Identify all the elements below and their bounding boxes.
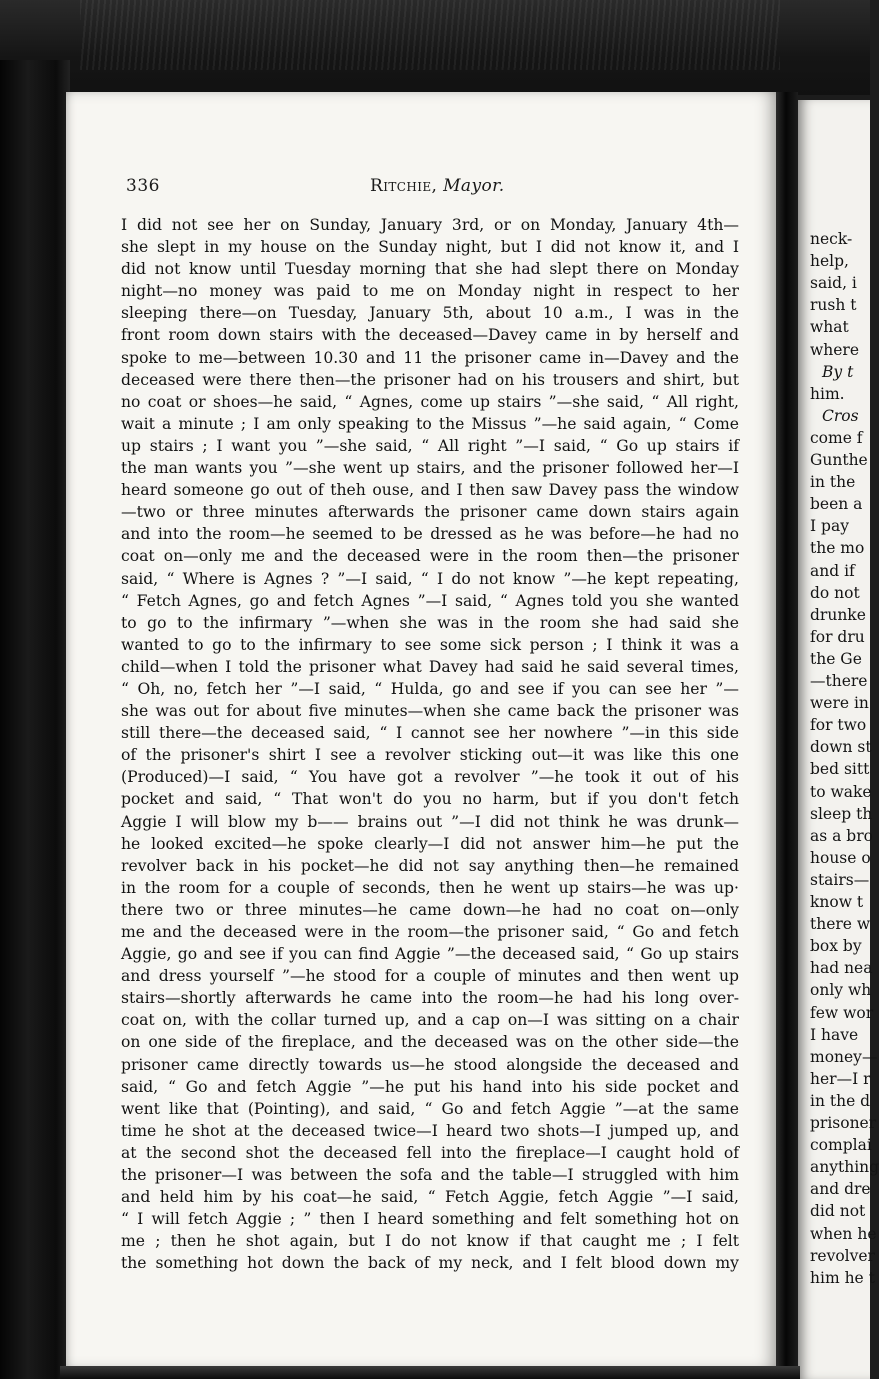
text-line: “ I will fetch Aggie ; ” then I heard something and felt something hot on: [121, 1210, 739, 1229]
facing-page-line: Cros: [822, 406, 859, 425]
text-line: spoke to me—between 10.30 and 11 the prisoner came in—Davey and the: [121, 348, 739, 367]
facing-page-line: the mo: [810, 539, 865, 558]
text-line: up stairs ; I want you ”—she said, “ All right ”—I said, “ Go up stairs if: [121, 436, 739, 455]
text-line: and dress yourself ”—he stood for a couple of minutes and then went up: [121, 967, 739, 986]
body-text: [121, 214, 739, 1275]
text-line: prisoner came directly towards us—he stood alongside the deceased and: [121, 1055, 739, 1074]
facing-page-line: her—I r: [810, 1069, 871, 1088]
text-line: Aggie, go and see if you can find Aggie ”—the deceased said, “ Go up stairs: [121, 945, 739, 964]
text-line: front room down stairs with the deceased—Davey came in by herself and: [121, 326, 739, 345]
text-line: said, “ Where is Agnes ? ”—I said, “ I do not know ”—he kept repeating,: [121, 569, 739, 588]
text-line: time he shot at the deceased twice—I heard two shots—I jumped up, and: [121, 1121, 739, 1140]
scanner-noise: [80, 0, 780, 70]
facing-page-line: revolver: [810, 1246, 875, 1265]
facing-page-line: money—: [810, 1047, 878, 1066]
facing-page-line: By t: [822, 362, 854, 381]
facing-page-line: there w: [810, 915, 871, 934]
facing-page-line: as a bro: [810, 826, 873, 845]
text-line: there two or three minutes—he came down—he had no coat on—only: [121, 900, 739, 919]
text-line: she was out for about five minutes—when she came back the prisoner was: [121, 702, 739, 721]
facing-page-line: only wh: [810, 981, 872, 1000]
book-gutter: [776, 92, 798, 1379]
facing-page-line: were in: [810, 694, 869, 713]
facing-page-line: I pay: [810, 517, 849, 536]
facing-page-line: and if: [810, 561, 855, 580]
text-line: coat on—only me and the deceased were in the room then—the prisoner: [121, 547, 739, 566]
text-line: coat on, with the collar turned up, and a cap on—I was sitting on a chair: [121, 1011, 739, 1030]
text-line: and into the room—he seemed to be dressed as he was before—he had no: [121, 525, 739, 544]
text-line: child—when I told the prisoner what Davey had said he said several times,: [121, 657, 739, 676]
facing-page-line: to wake: [810, 782, 872, 801]
facing-page-line: stairs—: [810, 870, 870, 889]
text-line: Aggie I will blow my b—— brains out ”—I did not think he was drunk—: [121, 812, 739, 831]
facing-page-line: him.: [810, 384, 845, 403]
facing-page-line: him he t: [810, 1268, 875, 1287]
book-spine: [0, 60, 70, 1379]
facing-page-line: neck-: [810, 230, 853, 248]
facing-page-line: did not: [810, 1202, 866, 1221]
facing-page-line: in the: [810, 473, 856, 492]
facing-page-line: complai: [810, 1136, 872, 1155]
text-line: in the room for a couple of seconds, then he went up stairs—he was up·: [121, 878, 739, 897]
text-line: “ Oh, no, fetch her ”—I said, “ Hulda, go and see if you can see her ”—: [121, 679, 739, 698]
facing-page-line: anything: [810, 1158, 879, 1177]
facing-page-line: what: [810, 318, 849, 337]
facing-page-line: the Ge: [810, 649, 862, 668]
page-bottom-edge: [60, 1366, 800, 1379]
text-line: pocket and said, “ That won't do you no harm, but if you don't fetch: [121, 790, 739, 809]
text-line: she slept in my house on the Sunday night, but I did not know it, and I: [121, 238, 739, 257]
page-number: 336: [126, 176, 160, 196]
text-line: of the prisoner's shirt I see a revolver sticking out—it was like this one: [121, 746, 739, 765]
text-line: wait a minute ; I am only speaking to the Missus ”—he said again, “ Come: [121, 414, 739, 433]
text-line: and held him by his coat—he said, “ Fetch Aggie, fetch Aggie ”—I said,: [121, 1188, 739, 1207]
facing-page-line: box by: [810, 937, 862, 956]
text-line: the man wants you ”—she went up stairs, and the prisoner followed her—I: [121, 459, 739, 478]
facing-page: [798, 100, 879, 1379]
text-line: went like that (Pointing), and said, “ Go and fetch Aggie ”—at the same: [121, 1099, 739, 1118]
facing-page-line: drunke: [810, 605, 866, 624]
text-line: he looked excited—he spoke clearly—I did not answer him—he put the: [121, 834, 739, 853]
text-line: to go to the infirmary ”—when she was in the room she had said she: [121, 613, 739, 632]
facing-page-line: know t: [810, 893, 864, 911]
scanner-background: [0, 0, 870, 95]
facing-page-line: prisoner: [810, 1114, 877, 1132]
text-line: on one side of the fireplace, and the deceased was on the other side—the: [121, 1033, 739, 1052]
text-line: (Produced)—I said, “ You have got a revolver ”—he took it out of his: [121, 768, 739, 787]
text-line: did not know until Tuesday morning that she had slept there on Monday: [121, 260, 739, 279]
text-line: revolver back in his pocket—he did not say anything then—he remained: [121, 856, 739, 875]
text-line: heard someone go out of theh ouse, and I then saw Davey pass the window: [121, 481, 739, 500]
facing-page-line: been a: [810, 495, 863, 514]
facing-page-line: house o: [810, 848, 871, 867]
facing-page-line: when he: [810, 1224, 877, 1243]
facing-page-line: —there: [810, 672, 868, 690]
facing-page-line: bed sitt: [810, 760, 870, 779]
facing-page-line: where: [810, 340, 860, 359]
text-line: me and the deceased were in the room—the prisoner said, “ Go and fetch: [121, 923, 739, 941]
text-line: still there—the deceased said, “ I cannot see her nowhere ”—in this side: [121, 724, 739, 743]
text-line: sleeping there—on Tuesday, January 5th, about 10 a.m., I was in the: [121, 304, 739, 323]
facing-page-line: help,: [810, 252, 849, 271]
text-line: the prisoner—I was between the sofa and the table—I struggled with him: [121, 1166, 739, 1185]
text-line: deceased were there then—the prisoner had on his trousers and shirt, but: [121, 370, 739, 389]
running-title-role: Mayor.: [443, 176, 505, 196]
facing-page-line: down st: [810, 738, 872, 757]
text-line: I did not see her on Sunday, January 3rd, or on Monday, January 4th—: [121, 216, 739, 234]
text-line: the something hot down the back of my neck, and I felt blood down my: [121, 1254, 739, 1273]
text-line: “ Fetch Agnes, go and fetch Agnes ”—I said, “ Agnes told you she wanted: [121, 591, 739, 610]
text-line: me ; then he shot again, but I do not know if that caught me ; I felt: [121, 1232, 739, 1251]
facing-page-line: said, i: [810, 274, 857, 293]
facing-page-line: for two: [810, 716, 867, 735]
text-line: stairs—shortly afterwards he came into the room—he had his long over-: [121, 989, 739, 1008]
facing-page-line: Gunthe: [810, 451, 868, 469]
facing-page-line: I have: [810, 1025, 859, 1044]
running-title: [370, 176, 505, 196]
facing-page-line: for dru: [810, 627, 865, 646]
facing-page-line: rush t: [810, 296, 857, 315]
facing-page-line: had nea: [810, 959, 873, 978]
text-line: wanted to go to the infirmary to see some sick person ; I think it was a: [121, 635, 739, 654]
text-line: night—no money was paid to me on Monday night in respect to her: [121, 282, 739, 301]
facing-page-line: in the d: [810, 1091, 871, 1110]
text-line: —two or three minutes afterwards the prisoner came down stairs again: [121, 503, 739, 522]
facing-page-line: come f: [810, 428, 863, 447]
text-line: at the second shot the deceased fell into the fireplace—I caught hold of: [121, 1143, 739, 1162]
facing-page-line: sleep th: [810, 804, 873, 823]
facing-page-line: do not: [810, 583, 860, 602]
facing-page-line: and dre: [810, 1180, 871, 1199]
text-line: said, “ Go and fetch Aggie ”—he put his hand into his side pocket and: [121, 1077, 739, 1096]
running-title-name: Ritchie,: [370, 176, 438, 196]
facing-page-line: few wor: [810, 1003, 874, 1022]
text-line: no coat or shoes—he said, “ Agnes, come up stairs ”—she said, “ All right,: [121, 392, 739, 411]
